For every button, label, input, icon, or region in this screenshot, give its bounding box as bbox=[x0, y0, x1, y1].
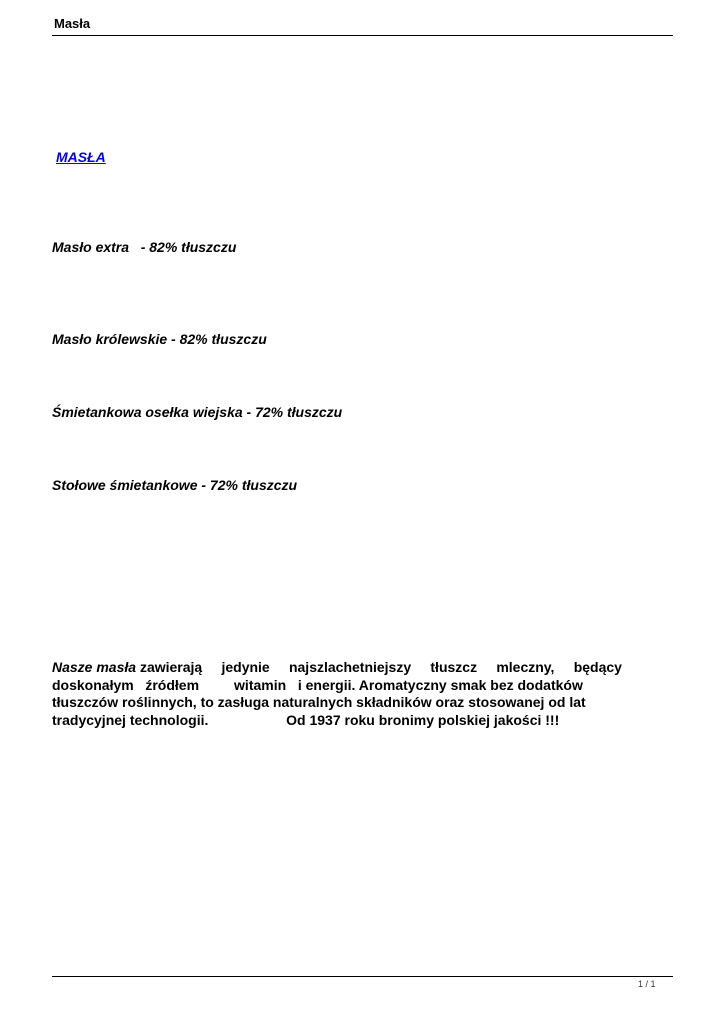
description-word: jedynie bbox=[221, 659, 270, 675]
description-line-2: doskonałym źródłem witamin i energii. Aromatyczny smak bez dodatków bbox=[52, 676, 583, 693]
page-title: Masła bbox=[54, 16, 91, 31]
masla-section-link[interactable]: MASŁA bbox=[56, 149, 106, 165]
description-line-1 bbox=[52, 659, 622, 677]
header-divider bbox=[52, 35, 673, 36]
description-word: będący bbox=[573, 659, 622, 675]
description-word: najszlachetniejszy bbox=[288, 659, 412, 675]
description-paragraph bbox=[52, 659, 632, 729]
description-word: zawierają bbox=[139, 659, 203, 675]
footer-divider bbox=[52, 976, 673, 977]
description-line-3: tłuszczów roślinnych, to zasługa naturalnych składników oraz stosowanej od lat bbox=[52, 694, 586, 710]
description-word: tłuszcz bbox=[430, 659, 478, 675]
product-maslo-extra: Masło extra - 82% tłuszczu bbox=[52, 239, 237, 255]
description-line-4: tradycyjnej technologii. Od 1937 roku bronimy polskiej jakości !!! bbox=[52, 711, 560, 728]
product-stolowe-smietankowe: Stołowe śmietankowe - 72% tłuszczu bbox=[52, 477, 298, 493]
page-number: 1 / 1 bbox=[638, 979, 656, 989]
description-lead-italic: Nasze masła bbox=[52, 659, 137, 675]
description-word: mleczny, bbox=[496, 659, 555, 675]
product-smietankowa-oselka: Śmietankowa osełka wiejska - 72% tłuszczu bbox=[52, 404, 343, 420]
description-lead bbox=[52, 659, 202, 677]
product-maslo-krolewskie: Masło królewskie - 82% tłuszczu bbox=[52, 331, 267, 347]
